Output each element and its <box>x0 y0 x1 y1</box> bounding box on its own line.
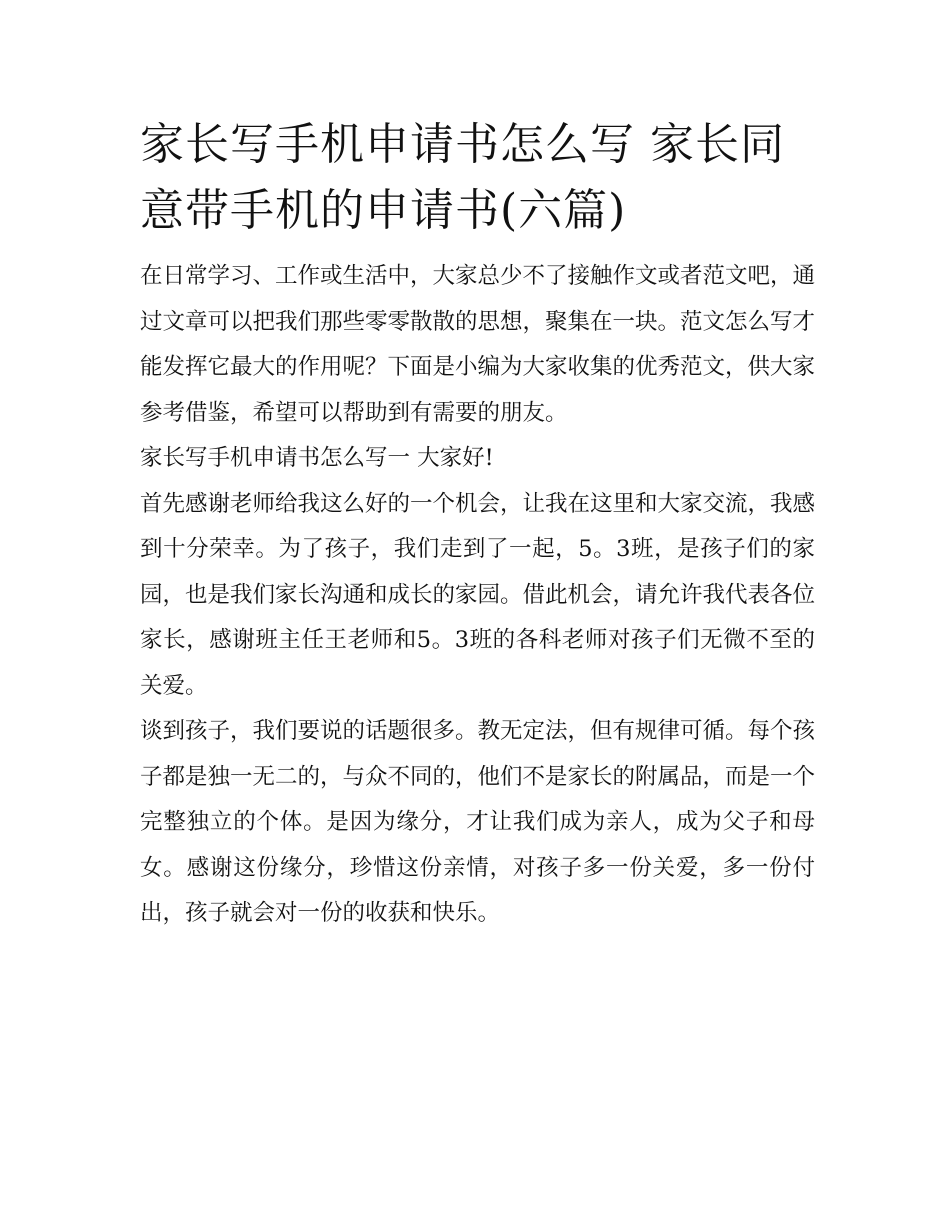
document-title: 家长写手机申请书怎么写 家长同意带手机的申请书(六篇) <box>140 119 785 236</box>
body-paragraph-1: 首先感谢老师给我这么好的一个机会，让我在这里和大家交流，我感到十分荣幸。为了孩子，我们走到了一起，5。3班，是孩子们的家园，也是我们家长沟通和成长的家园。借此机会，请允许我代表各位家长，感谢班主任王老师和5。3班的各科老师对孩子们无微不至的关爱。 <box>140 490 816 699</box>
body-paragraph-2: 谈到孩子，我们要说的话题很多。教无定法，但有规律可循。每个孩子都是独一无二的，与众不同的，他们不是家长的附属品，而是一个完整独立的个体。是因为缘分，才让我们成为亲人，成为父子和母女。感谢这份缘分，珍惜这份亲情，对孩子多一份关爱，多一份付出，孩子就会对一份的收获和快乐。 <box>140 718 816 926</box>
document-page <box>140 112 815 937</box>
section-heading: 家长写手机申请书怎么写一 大家好! <box>140 445 494 471</box>
intro-paragraph: 在日常学习、工作或生活中，大家总少不了接触作文或者范文吧，通过文章可以把我们那些零零散散的思想，聚集在一块。范文怎么写才能发挥它最大的作用呢？下面是小编为大家收集的优秀范文，供大家参考借鉴，希望可以帮助到有需要的朋友。 <box>140 263 816 426</box>
